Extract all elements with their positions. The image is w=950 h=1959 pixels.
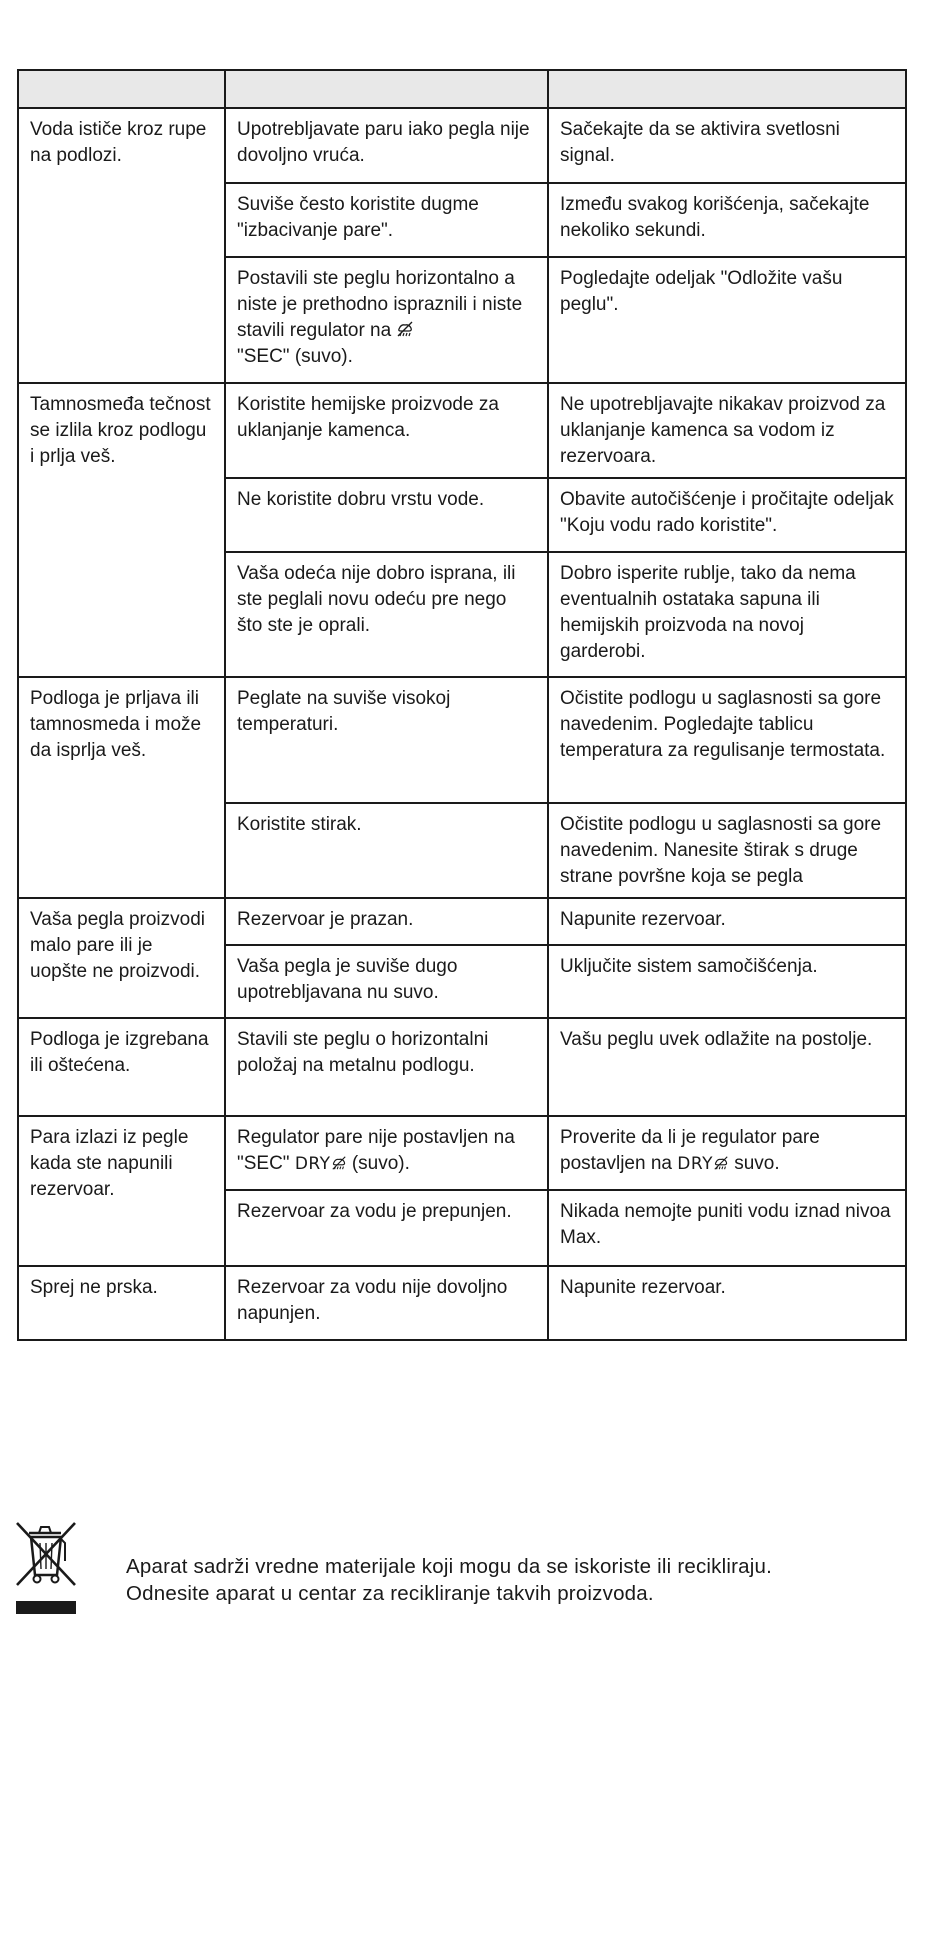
cause-text: Regulator pare nije postavljen na "SEC" [237,1127,515,1174]
solution-cell: Očistite podlogu u saglasnosti sa gore navedenim. Nanesite štirak s druge strane površne koja se pegla [548,803,906,898]
cause-cell: Rezervoar je prazan. [225,898,548,945]
cause-cell: Vaša pegla je suviše dugo upotrebljavana nu suvo. [225,945,548,1018]
solution-cell: Dobro isperite rublje, tako da nema eventualnih ostataka sapuna ili hemijskih proizvoda na novoj garderobi. [548,552,906,677]
cause-cell: Peglate na suviše visokoj temperaturi. [225,677,548,803]
table-row [18,677,906,803]
cause-cell: Stavili ste peglu o horizontalni položaj na metalnu podlogu. [225,1018,548,1116]
steam-off-icon [331,1155,347,1173]
solution-cell: Očistite podlogu u saglasnosti sa gore navedenim. Pogledajte tablicu temperatura za regulisanje termostata. [548,677,906,803]
solution-text: Proverite da li je regulator pare postavljen na [560,1127,820,1174]
solution-cell: Između svakog korišćenja, sačekajte nekoliko sekundi. [548,183,906,257]
recycling-notice-line2: Odnesite aparat u centar za recikliranje takvih proizvoda. [126,1582,654,1605]
cause-cell: Vaša odeća nije dobro isprana, ili ste peglali novu odeću pre nego što ste je oprali. [225,552,548,677]
problem-cell: Podloga je prljava ili tamnosmeda i može da isprlja veš. [18,677,225,898]
header-problem [18,70,225,108]
table-row [18,108,906,183]
problem-cell: Tamnosmeđa tečnost se izlila kroz podlogu i prlja veš. [18,383,225,677]
solution-text-suffix: suvo. [734,1153,780,1174]
dry-label: DRY [294,1154,331,1174]
problem-cell: Voda ističe kroz rupe na podlozi. [18,108,225,383]
crossed-out-wheelie-bin-icon [15,1521,77,1615]
solution-cell: Ne upotrebljavajte nikakav proizvod za uklanjanje kamenca sa vodom iz rezervoara. [548,383,906,478]
table-row [18,898,906,945]
table-row [18,1018,906,1116]
steam-off-icon [396,322,414,340]
cause-cell: Suviše često koristite dugme "izbacivanje pare". [225,183,548,257]
solution-cell: Napunite rezervoar. [548,1266,906,1340]
solution-cell: Sačekajte da se aktivira svetlosni signal. [548,108,906,183]
solution-cell: Nikada nemojte puniti vodu iznad nivoa Max. [548,1190,906,1266]
cause-text-suffix: (suvo). [351,1153,410,1174]
cause-text: Postavili ste peglu horizontalno a niste je prethodno ispraznili i niste stavili regulator na [237,268,523,341]
recycling-notice-line1: Aparat sadrži vredne materijale koji mogu da se iskoriste ili recikliraju. [126,1555,772,1578]
table-row [18,1116,906,1190]
header-solution [548,70,906,108]
table-row [18,1266,906,1340]
solution-cell: Napunite rezervoar. [548,898,906,945]
steam-off-icon [713,1155,729,1173]
cause-cell [225,1116,548,1190]
table-header-row [18,70,906,108]
dry-label: DRY [677,1154,713,1174]
troubleshooting-table [17,69,907,1341]
cause-cell: Upotrebljavate paru iako pegla nije dovoljno vruća. [225,108,548,183]
solution-cell [548,1116,906,1190]
problem-cell: Podloga je izgrebana ili oštećena. [18,1018,225,1116]
table-row [18,383,906,478]
solution-cell: Obavite autočišćenje i pročitajte odeljak "Koju vodu rado koristite". [548,478,906,552]
recycling-notice [126,1553,772,1607]
solution-cell: Pogledajte odeljak "Odložite vašu peglu". [548,257,906,383]
cause-cell: Koristite stirak. [225,803,548,898]
cause-cell: Rezervoar za vodu nije dovoljno napunjen. [225,1266,548,1340]
cause-cell: Ne koristite dobru vrstu vode. [225,478,548,552]
cause-cell [225,257,548,383]
problem-cell: Sprej ne prska. [18,1266,225,1340]
header-cause [225,70,548,108]
cause-cell: Koristite hemijske proizvode za uklanjanje kamenca. [225,383,548,478]
problem-cell: Vaša pegla proizvodi malo pare ili je uopšte ne proizvodi. [18,898,225,1018]
solution-cell: Uključite sistem samočišćenja. [548,945,906,1018]
cause-cell: Rezervoar za vodu je prepunjen. [225,1190,548,1266]
cause-text-suffix: "SEC" (suvo). [237,346,353,367]
solution-cell: Vašu peglu uvek odlažite na postolje. [548,1018,906,1116]
problem-cell: Para izlazi iz pegle kada ste napunili rezervoar. [18,1116,225,1266]
